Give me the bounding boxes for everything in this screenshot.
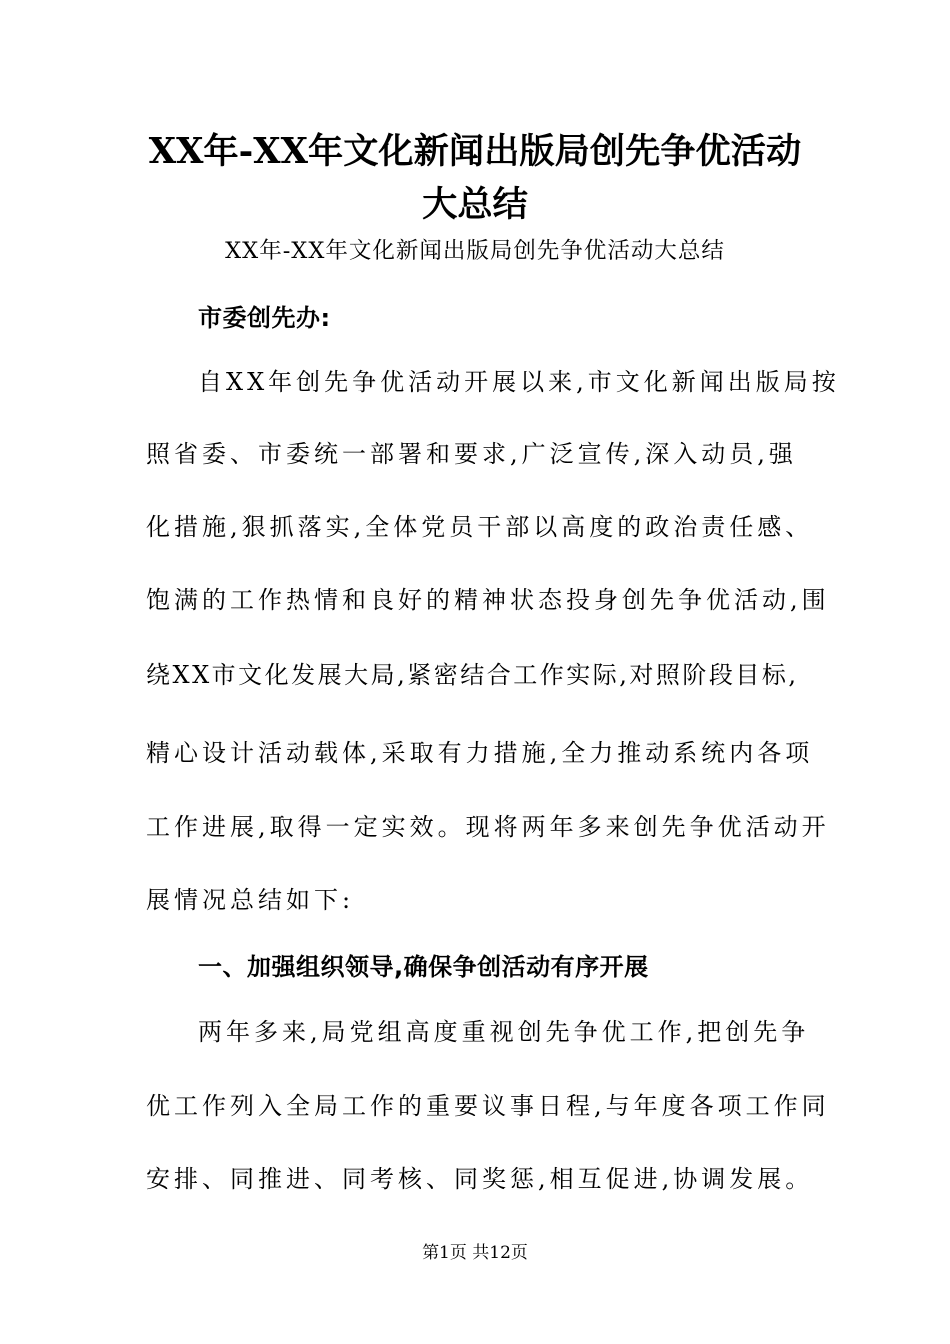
document-subtitle: XX年-XX年文化新闻出版局创先争优活动大总结 xyxy=(225,238,725,264)
document-title-line-1: XX年-XX年文化新闻出版局创先争优活动 xyxy=(148,131,802,172)
paragraph-2-line-2: 优工作列入全局工作的重要议事日程,与年度各项工作同 xyxy=(146,1092,830,1120)
document-title-line-2: 大总结 xyxy=(422,184,528,225)
paragraph-1-line-5: 绕XX市文化发展大局,紧密结合工作实际,对照阶段目标, xyxy=(146,661,799,689)
paragraph-1-line-6: 精心设计活动载体,采取有力措施,全力推动系统内各项 xyxy=(146,739,814,767)
paragraph-2-line-1: 两年多来,局党组高度重视创先争优工作,把创先争 xyxy=(198,1018,810,1046)
paragraph-1-line-2: 照省委、市委统一部署和要求,广泛宣传,深入动员,强 xyxy=(146,440,797,468)
paragraph-1-line-7: 工作进展,取得一定实效。现将两年多来创先争优活动开 xyxy=(146,813,830,841)
paragraph-1-line-3: 化措施,狠抓落实,全体党员干部以高度的政治责任感、 xyxy=(146,513,814,541)
paragraph-2-line-3: 安排、同推进、同考核、同奖惩,相互促进,协调发展。 xyxy=(146,1165,814,1193)
section-1-heading: 一、加强组织领导,确保争创活动有序开展 xyxy=(198,953,649,981)
paragraph-1-line-4: 饱满的工作热情和良好的精神状态投身创先争优活动,围 xyxy=(146,586,830,614)
page-number-footer: 第1页 共12页 xyxy=(422,1243,528,1263)
paragraph-1-line-1: 自XX年创先争优活动开展以来,市文化新闻出版局按 xyxy=(198,368,840,396)
paragraph-1-line-8: 展情况总结如下: xyxy=(146,886,355,914)
salutation: 市委创先办: xyxy=(198,304,331,332)
